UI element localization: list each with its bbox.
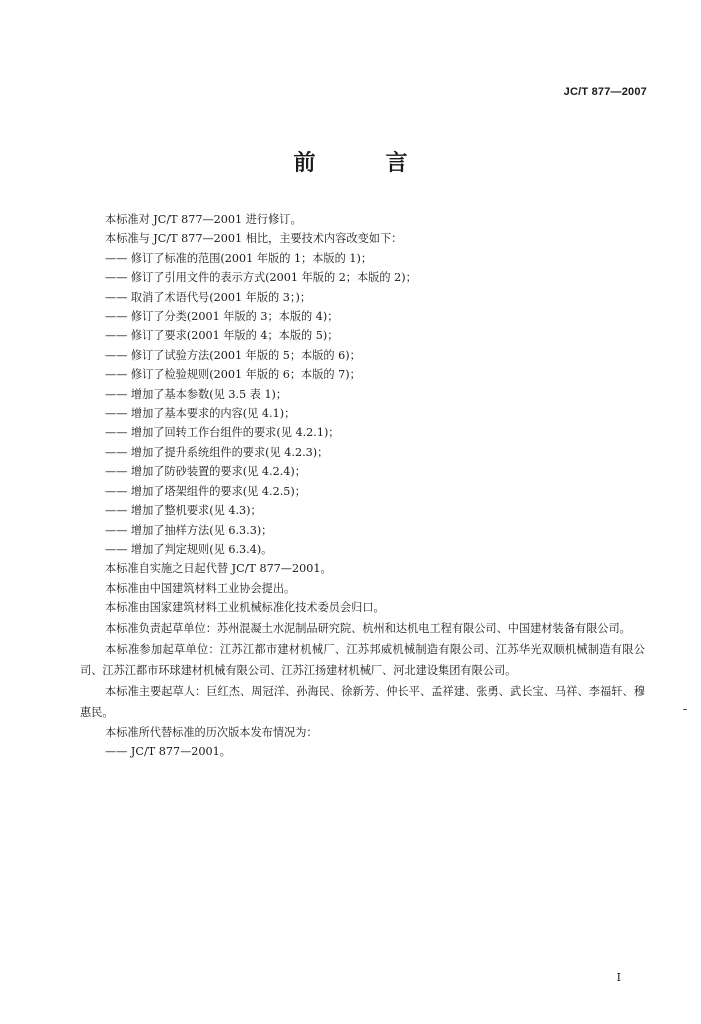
- paragraph: 本标准自实施之日起代替 JC/T 877—2001。: [105, 562, 332, 576]
- history-item: —— JC/T 877—2001。: [105, 744, 231, 758]
- paragraph: 本标准参加起草单位：江苏江都市建材机械厂、江苏邦威机械制造有限公司、江苏华光双顺机械制造有限公司、江苏江都市环球建材机械有限公司、江苏江扬建材机械厂、河北建设集团有限公司。: [80, 642, 645, 677]
- change-item: —— 增加了基本参数(见 3.5 表 1)；: [105, 387, 288, 401]
- paragraph: 本标准负责起草单位：苏州混凝土水泥制品研究院、杭州和达机电工程有限公司、中国建材装备有限公司。: [105, 621, 631, 635]
- page-number: I: [616, 971, 621, 984]
- change-item: —— 修订了标准的范围(2001 年版的 1；本版的 1)；: [105, 251, 373, 265]
- document-body: [80, 210, 645, 761]
- paragraph: 本标准由国家建筑材料工业机械标准化技术委员会归口。: [105, 601, 385, 615]
- paragraph: 本标准所代替标准的历次版本发布情况为：: [105, 725, 318, 739]
- change-item: —— 取消了术语代号(2001 年版的 3；)；: [105, 290, 312, 304]
- change-item: —— 增加了判定规则(见 6.3.4)。: [105, 542, 273, 556]
- intro-line: 本标准对 JC/T 877—2001 进行修订。: [105, 213, 302, 226]
- change-item: —— 增加了防砂装置的要求(见 4.2.4)；: [105, 465, 306, 479]
- change-item: —— 修订了分类(2001 年版的 3；本版的 4)；: [105, 310, 339, 324]
- change-item: —— 增加了回转工作台组件的要求(见 4.2.1)；: [105, 426, 340, 440]
- change-item: —— 修订了引用文件的表示方式(2001 年版的 2；本版的 2)；: [105, 271, 417, 285]
- change-item: —— 修订了要求(2001 年版的 4；本版的 5)；: [105, 329, 339, 343]
- paragraph: 本标准由中国建筑材料工业协会提出。: [105, 581, 296, 595]
- margin-mark: [683, 709, 687, 710]
- change-item: —— 增加了抽样方法(见 6.3.3)；: [105, 523, 273, 537]
- change-item: —— 增加了塔架组件的要求(见 4.2.5)；: [105, 484, 306, 498]
- standard-code: JC/T 877—2007: [563, 86, 647, 98]
- intro-line: 本标准与 JC/T 877—2001 相比，主要技术内容改变如下：: [105, 232, 403, 246]
- paragraph: 本标准主要起草人：巨红杰、周冠洋、孙海民、徐新芳、仲长平、孟祥建、张勇、武长宝、马祥、李福轩、穆惠民。: [80, 684, 645, 719]
- change-item: —— 增加了提升系统组件的要求(见 4.2.3)；: [105, 445, 329, 459]
- change-item: —— 修订了检验规则(2001 年版的 6；本版的 7)；: [105, 368, 361, 382]
- change-item: —— 修订了试验方法(2001 年版的 5；本版的 6)；: [105, 348, 361, 362]
- page-title: 前 言: [293, 151, 432, 176]
- change-item: —— 增加了整机要求(见 4.3)；: [105, 504, 262, 518]
- change-item: —— 增加了基本要求的内容(见 4.1)；: [105, 407, 296, 421]
